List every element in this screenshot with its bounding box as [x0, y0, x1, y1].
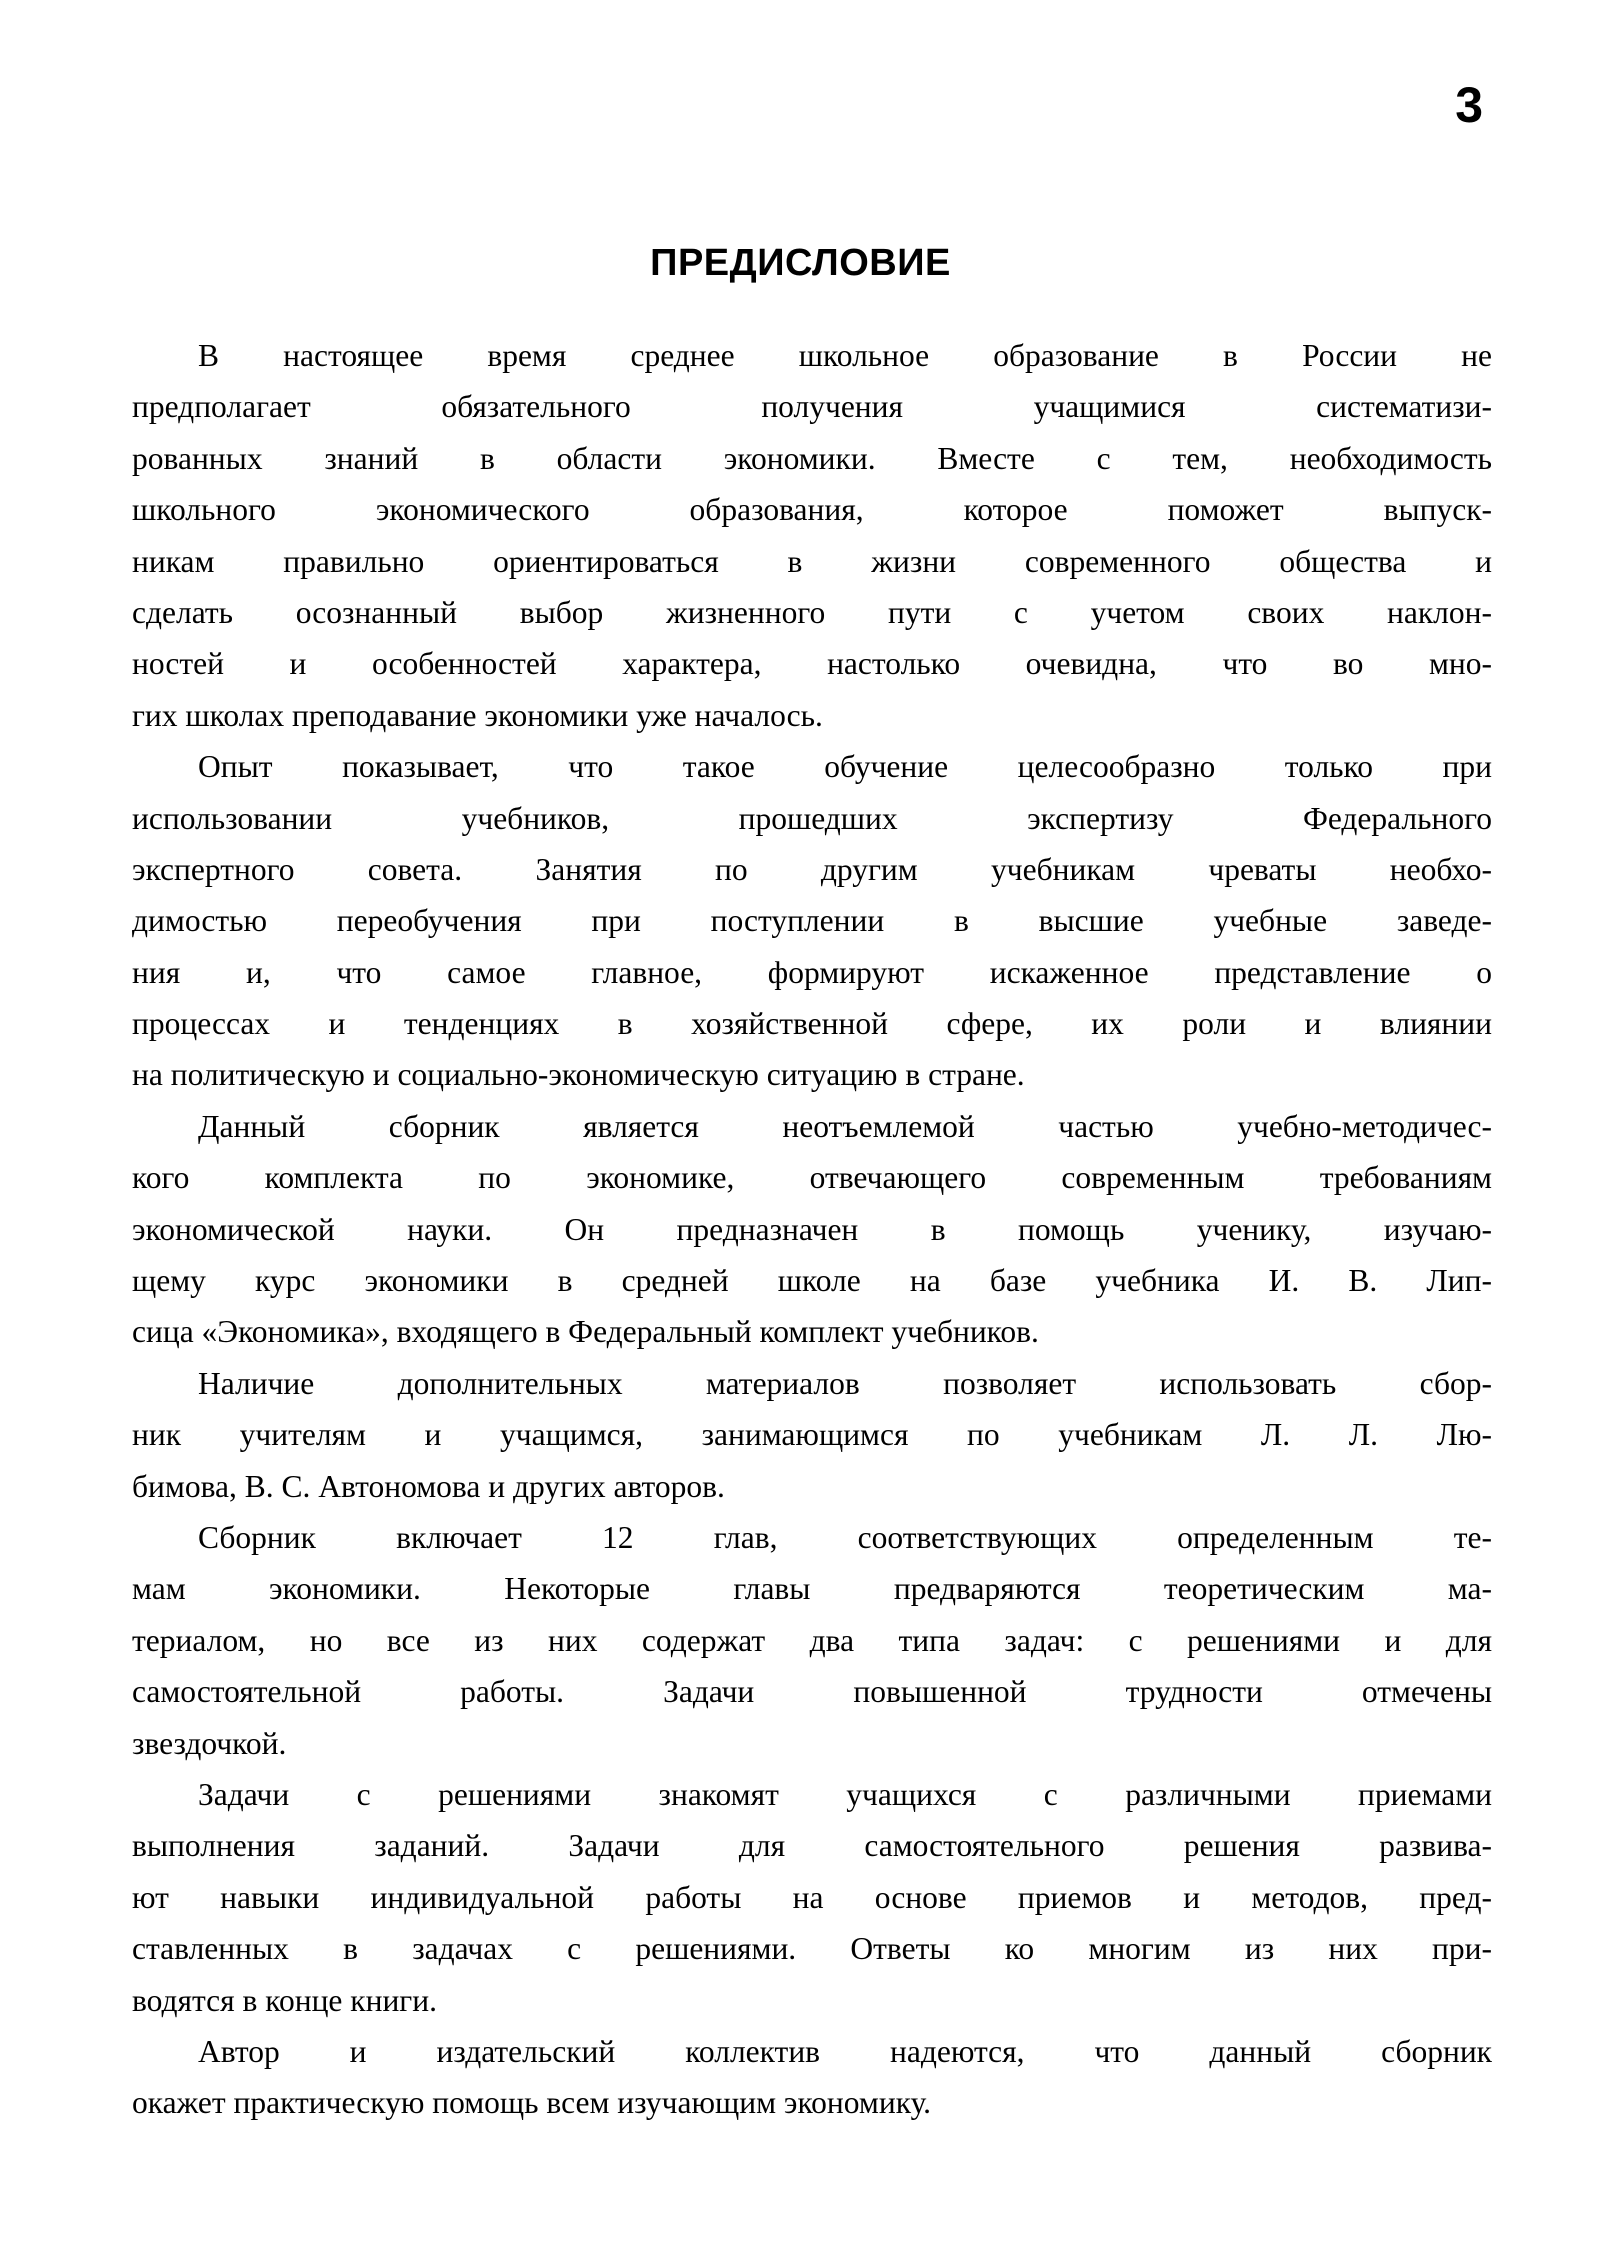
paragraph: [132, 1358, 1492, 1512]
text-line: сделать осознанный выбор жизненного пути с учетом своих наклон-: [132, 594, 1492, 630]
paragraph: [132, 1769, 1492, 2026]
text-line: ставленных в задачах с решениями. Ответы ко многим из них при-: [132, 1931, 1492, 1967]
text-line: В настоящее время среднее школьное образование в России не: [198, 338, 1492, 373]
text-line: экономической науки. Он предназначен в помощь ученику, изучаю-: [132, 1211, 1492, 1247]
paragraph: [132, 2026, 1492, 2129]
text-line: Автор и издательский коллектив надеются, что данный сборник: [198, 2033, 1492, 2069]
text-line: на политическую и социально-экономическую ситуацию в стране.: [132, 1057, 1025, 1093]
text-line: экспертного совета. Занятия по другим учебникам чреваты необхо-: [132, 851, 1492, 887]
text-line: ния и, что самое главное, формируют искаженное представление о: [132, 954, 1492, 990]
text-line: рованных знаний в области экономики. Вместе с тем, необходимость: [132, 440, 1492, 476]
text-line: окажет практическую помощь всем изучающим экономику.: [132, 2085, 932, 2121]
paragraph: [132, 741, 1492, 1101]
text-line: использовании учебников, прошедших экспертизу Федерального: [132, 800, 1492, 836]
page-number: 3: [1455, 77, 1483, 133]
paragraph: [132, 1101, 1492, 1358]
text-line: звездочкой.: [132, 1725, 287, 1761]
text-line: Опыт показывает, что такое обучение целесообразно только при: [198, 749, 1492, 785]
paragraph: [132, 1512, 1492, 1769]
text-line: мам экономики. Некоторые главы предваряются теоретическим ма-: [132, 1571, 1492, 1607]
text-line: кого комплекта по экономике, отвечающего современным требованиям: [132, 1160, 1492, 1196]
text-line: сица «Экономика», входящего в Федеральный комплект учебников.: [132, 1314, 1039, 1350]
text-line: Данный сборник является неотъемлемой частью учебно-методичес-: [198, 1108, 1492, 1144]
text-line: димостью переобучения при поступлении в высшие учебные заведе-: [132, 903, 1492, 939]
text-line: водятся в конце книги.: [132, 1982, 437, 2018]
text-line: Задачи с решениями знакомят учащихся с различными приемами: [198, 1776, 1492, 1812]
text-line: гих школах преподавание экономики уже началось.: [132, 697, 823, 733]
text-line: предполагает обязательного получения учащимися систематизи-: [132, 389, 1492, 425]
paragraph: [132, 330, 1492, 741]
text-line: териалом, но все из них содержат два типа задач: с решениями и для: [132, 1622, 1492, 1658]
text-line: ник учителям и учащимся, занимающимся по учебникам Л. Л. Лю-: [132, 1417, 1492, 1453]
text-line: школьного экономического образования, которое поможет выпуск-: [132, 492, 1492, 528]
text-line: Наличие дополнительных материалов позволяет использовать сбор-: [198, 1365, 1492, 1401]
body-text: [132, 330, 1492, 2129]
text-line: ют навыки индивидуальной работы на основе приемов и методов, пред-: [132, 1879, 1492, 1915]
text-line: щему курс экономики в средней школе на базе учебника И. В. Лип-: [132, 1263, 1492, 1299]
text-line: бимова, В. С. Автономова и других авторов.: [132, 1468, 725, 1504]
page-title: ПРЕДИСЛОВИЕ: [650, 242, 951, 284]
text-line: выполнения заданий. Задачи для самостоятельного решения развива-: [132, 1828, 1492, 1864]
text-line: Сборник включает 12 глав, соответствующих определенным те-: [198, 1519, 1492, 1555]
text-line: процессах и тенденциях в хозяйственной сфере, их роли и влиянии: [132, 1006, 1492, 1042]
text-line: самостоятельной работы. Задачи повышенной трудности отмечены: [132, 1674, 1492, 1710]
text-line: ностей и особенностей характера, настолько очевидна, что во мно-: [132, 646, 1492, 682]
text-line: никам правильно ориентироваться в жизни современного общества и: [132, 543, 1492, 579]
